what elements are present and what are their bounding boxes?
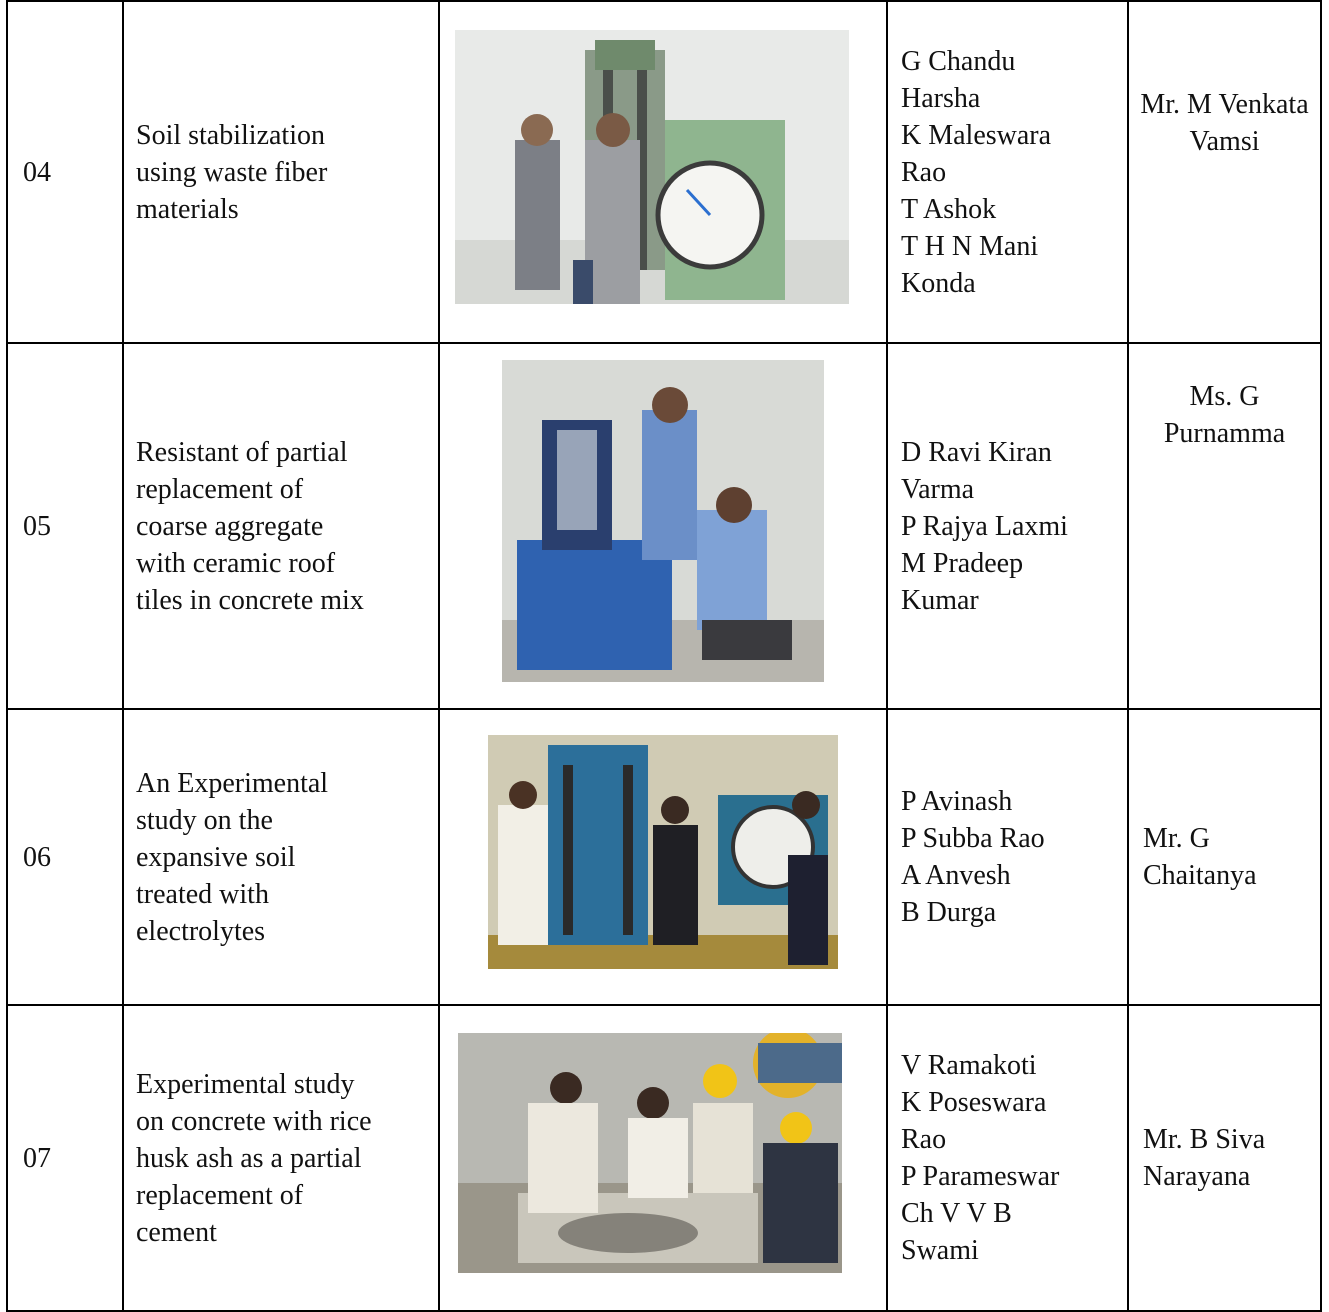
guide-name: Mr. M Venkata Vamsi — [1128, 1, 1321, 343]
students-list: G Chandu Harsha K Maleswara Rao T Ashok T H N Mani Konda — [887, 1, 1128, 343]
projects-table — [6, 0, 1322, 1312]
concrete-mixing-photo — [458, 1033, 842, 1273]
project-photo-cell — [439, 343, 887, 709]
table-row — [7, 1, 1321, 343]
guide-name: Mr. B Siva Narayana — [1128, 1005, 1321, 1311]
table-row — [7, 709, 1321, 1005]
project-title: Soil stabilization using waste fiber materials — [123, 1, 439, 343]
project-number: 04 — [7, 1, 123, 343]
project-title: Resistant of partial replacement of coarse aggregate with ceramic roof tiles in concrete mix — [123, 343, 439, 709]
project-number: 05 — [7, 343, 123, 709]
project-photo-cell — [439, 709, 887, 1005]
students-list: V Ramakoti K Poseswara Rao P Parameswar Ch V V B Swami — [887, 1005, 1128, 1311]
project-photo-cell — [439, 1005, 887, 1311]
project-title: Experimental study on concrete with rice husk ash as a partial replacement of cement — [123, 1005, 439, 1311]
table-row — [7, 343, 1321, 709]
guide-name: Mr. G Chaitanya — [1128, 709, 1321, 1005]
lab-testing-machine-photo — [455, 30, 849, 304]
project-photo-cell — [439, 1, 887, 343]
project-number: 06 — [7, 709, 123, 1005]
students-list: D Ravi Kiran Varma P Rajya Laxmi M Pradeep Kumar — [887, 343, 1128, 709]
universal-testing-machine-photo — [488, 735, 838, 969]
compression-testing-machine-photo — [502, 360, 824, 682]
project-number: 07 — [7, 1005, 123, 1311]
table-row — [7, 1005, 1321, 1311]
guide-name: Ms. G Purnamma — [1128, 343, 1321, 709]
students-list: P Avinash P Subba Rao A Anvesh B Durga — [887, 709, 1128, 1005]
project-title: An Experimental study on the expansive soil treated with electrolytes — [123, 709, 439, 1005]
projects-table-container — [6, 0, 1322, 1312]
